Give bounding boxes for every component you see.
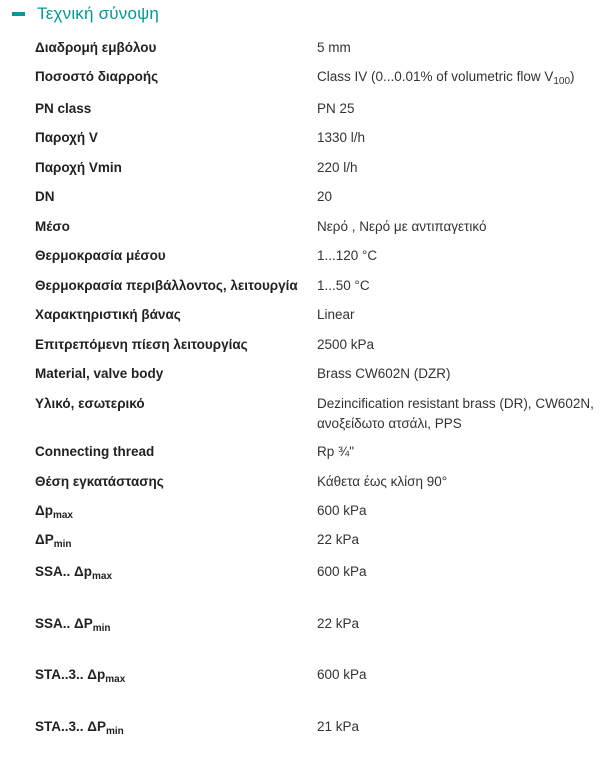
spec-value: 2500 kPa — [317, 337, 375, 352]
spec-row-mounting-position — [35, 472, 595, 501]
minus-icon[interactable] — [12, 12, 25, 16]
spec-label: Επιτρεπόμενη πίεση λειτουργίας — [35, 337, 248, 352]
spec-label: Υλικό, εσωτερικό — [35, 396, 145, 411]
spec-label: Material, valve body — [35, 366, 164, 381]
spec-value: 600 kPa — [317, 667, 367, 682]
spec-value: Class IV (0...0.01% of volumetric flow $V_{100}$) — [317, 69, 575, 87]
spec-value: 220 l/h — [317, 160, 358, 175]
spec-row-medium — [35, 217, 595, 246]
spec-label: DN — [35, 189, 55, 204]
spec-label: $\Delta p_{max}$ — [35, 503, 73, 521]
spec-label: Θερμοκρασία περιβάλλοντος, λειτουργία — [35, 278, 298, 293]
spec-value: 21 kPa — [317, 719, 360, 734]
spec-row-ambient-temp — [35, 276, 595, 305]
spec-row-dp-max — [35, 501, 595, 530]
spec-label: SSA.. $\Delta p_{max}$ — [35, 564, 112, 582]
spec-label: PN class — [35, 101, 92, 116]
spec-row-operating-pressure — [35, 335, 595, 364]
spec-label: Μέσο — [35, 219, 70, 234]
spec-label: SSA.. $\Delta P_{min}$ — [35, 616, 111, 634]
spec-row-stroke — [35, 38, 595, 67]
spec-row-dp-min — [35, 530, 595, 562]
spec-row-leakage — [35, 67, 595, 99]
spec-label: Ποσοστό διαρροής — [35, 69, 159, 84]
spec-value: 600 kPa — [317, 503, 367, 518]
spec-row-ssa-dp-min — [35, 614, 595, 665]
spec-label: $\Delta P_{min}$ — [35, 532, 72, 550]
spec-value: PN 25 — [317, 101, 355, 116]
spec-value: 20 — [317, 189, 333, 204]
spec-value: 22 kPa — [317, 532, 360, 547]
spec-label: STA..3.. $\Delta p_{max}$ — [35, 667, 126, 685]
spec-value: 1330 l/h — [317, 130, 366, 145]
spec-label: Παροχή V — [35, 130, 98, 145]
spec-value: 5 mm — [317, 40, 351, 55]
spec-row-internal-material — [35, 394, 595, 442]
spec-value: 22 kPa — [317, 616, 360, 631]
spec-label: Θερμοκρασία μέσου — [35, 248, 166, 263]
spec-value: Νερό , Νερό με αντιπαγετικό — [317, 219, 487, 234]
spec-row-dn — [35, 187, 595, 217]
spec-value: Linear — [317, 307, 355, 322]
spec-row-valve-characteristic — [35, 305, 595, 335]
spec-row-ssa-dp-max — [35, 562, 595, 614]
spec-value: 1...120 °C — [317, 248, 378, 263]
spec-row-medium-temp — [35, 246, 595, 276]
spec-row-flow-v — [35, 128, 595, 158]
spec-table — [35, 38, 595, 759]
spec-value: Brass CW602N (DZR) — [317, 366, 451, 381]
section-title: Τεχνική σύνοψη — [37, 4, 160, 23]
spec-value: Rp ¾" — [317, 444, 355, 459]
spec-label: Διαδρομή εμβόλου — [35, 40, 157, 55]
spec-label: STA..3.. $\Delta P_{min}$ — [35, 719, 124, 737]
spec-row-flow-vmin — [35, 158, 595, 187]
spec-value: 600 kPa — [317, 564, 367, 579]
spec-row-pn-class — [35, 99, 595, 128]
spec-row-sta-dp-min — [35, 717, 595, 759]
spec-value: Dezincification resistant brass (DR), CW602N, ανοξείδωτο ατσάλι, PPS — [317, 396, 594, 431]
spec-label: Παροχή Vmin — [35, 160, 122, 175]
spec-label: Connecting thread — [35, 444, 155, 459]
section-header-technical-summary[interactable] — [12, 2, 159, 26]
spec-label: Χαρακτηριστική βάνας — [35, 307, 181, 322]
spec-row-connecting-thread — [35, 442, 595, 472]
spec-row-valve-body-material — [35, 364, 595, 394]
spec-value: Κάθετα έως κλίση 90° — [317, 474, 448, 489]
spec-label: Θέση εγκατάστασης — [35, 474, 164, 489]
spec-row-sta-dp-max — [35, 665, 595, 717]
spec-value: 1...50 °C — [317, 278, 370, 293]
